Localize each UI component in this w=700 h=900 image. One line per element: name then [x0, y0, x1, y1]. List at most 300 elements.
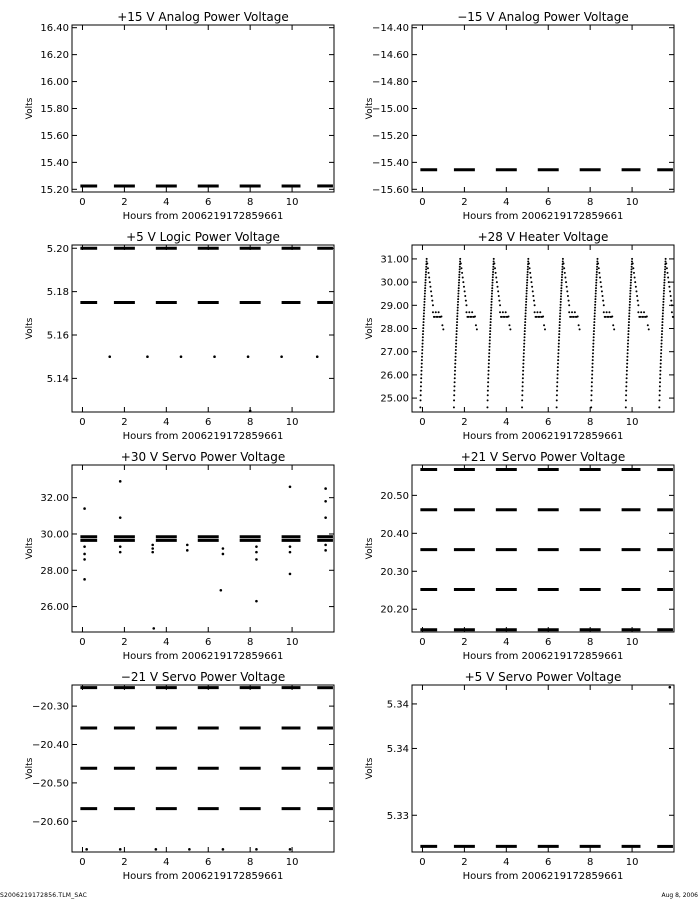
data-point [596, 271, 598, 273]
data-point [493, 258, 495, 260]
data-point [525, 312, 527, 314]
data-point [505, 311, 507, 313]
x-tick-label: 10 [285, 857, 299, 868]
data-point [631, 261, 633, 263]
data-point [486, 406, 488, 408]
x-tick-label: 2 [461, 417, 468, 428]
data-point [666, 267, 668, 269]
data-point [659, 370, 661, 372]
y-tick-label: 29.00 [380, 300, 409, 312]
data-point [556, 390, 558, 392]
data-point [420, 370, 422, 372]
data-point [524, 333, 526, 335]
x-tick-label: 8 [246, 417, 254, 428]
data-point [660, 356, 662, 358]
data-point [423, 318, 425, 320]
data-point [570, 316, 572, 318]
data-point [595, 293, 597, 295]
data-point [457, 309, 459, 311]
data-point [667, 272, 669, 274]
data-point [662, 315, 664, 317]
data-point [523, 359, 525, 361]
data-point [530, 276, 532, 278]
y-axis-label: Volts [25, 317, 35, 340]
data-point [593, 318, 595, 320]
x-tick-label: 4 [163, 417, 170, 428]
data-point [455, 339, 457, 341]
data-point [630, 271, 632, 273]
y-tick-label: 15.20 [40, 184, 69, 196]
x-tick-label: 2 [461, 857, 468, 868]
y-tick-label: 16.40 [40, 23, 69, 35]
data-point [494, 267, 496, 269]
data-point [663, 298, 665, 300]
data-point [627, 333, 629, 335]
data-point [625, 406, 627, 408]
data-point [592, 352, 594, 354]
x-axis-label: Hours from 2006219172859661 [462, 211, 624, 222]
x-tick-label: 6 [205, 197, 212, 208]
data-point [642, 316, 644, 318]
data-point [523, 352, 525, 354]
y-tick-label: 20.50 [380, 490, 409, 502]
y-tick-label: 15.80 [40, 104, 69, 115]
data-point [460, 263, 462, 265]
data-point [592, 343, 594, 345]
data-point [455, 346, 457, 348]
data-point [668, 286, 670, 288]
y-tick-label: −20.30 [31, 701, 69, 713]
data-point [556, 385, 558, 387]
data-point [83, 545, 86, 548]
y-tick-label: −15.00 [371, 104, 409, 115]
data-point [591, 366, 593, 368]
data-point [560, 295, 562, 297]
data-point [527, 261, 529, 263]
data-point [577, 315, 579, 317]
data-point [602, 295, 604, 297]
data-point [523, 349, 525, 351]
chart-title: +5 V Servo Power Voltage [464, 670, 622, 684]
data-point [489, 343, 491, 345]
data-point [491, 295, 493, 297]
data-point [490, 304, 492, 306]
data-point [424, 287, 426, 289]
data-point [475, 324, 477, 326]
data-point [151, 551, 154, 554]
data-point [501, 316, 503, 318]
data-point [591, 377, 593, 379]
data-point [600, 286, 602, 288]
data-point [591, 385, 593, 387]
data-point [431, 295, 433, 297]
data-point [324, 487, 327, 490]
data-point [556, 406, 558, 408]
data-point [662, 318, 664, 320]
x-tick-label: 0 [419, 197, 426, 208]
data-point [625, 394, 627, 396]
chart-panel [365, 10, 674, 222]
x-tick-label: 6 [205, 417, 212, 428]
data-point [498, 295, 500, 297]
data-point [468, 311, 470, 313]
data-point [525, 304, 527, 306]
x-tick-label: 8 [246, 637, 254, 648]
data-point [628, 318, 630, 320]
x-tick-label: 2 [121, 417, 128, 428]
data-point [454, 373, 456, 375]
data-point [455, 349, 457, 351]
data-point [527, 266, 529, 268]
data-point [426, 263, 428, 265]
data-point [456, 330, 458, 332]
data-point [458, 282, 460, 284]
x-tick-label: 8 [586, 857, 594, 868]
x-tick-label: 4 [163, 197, 170, 208]
chart-panel [25, 450, 334, 662]
data-point [521, 390, 523, 392]
y-tick-label: 20.40 [380, 528, 409, 540]
y-tick-label: 5.14 [46, 373, 69, 385]
plot-area [80, 688, 333, 851]
x-tick-label: 0 [79, 197, 86, 208]
data-point [643, 311, 645, 313]
data-point [592, 363, 594, 365]
data-point [457, 293, 459, 295]
data-point [606, 311, 608, 313]
data-point [564, 276, 566, 278]
data-point [559, 324, 561, 326]
data-point [491, 293, 493, 295]
data-point [492, 271, 494, 273]
data-point [670, 295, 672, 297]
data-point [629, 304, 631, 306]
y-tick-label: 26.00 [380, 370, 409, 382]
data-point [493, 263, 495, 265]
data-point [222, 547, 225, 550]
data-point [556, 377, 558, 379]
data-point [454, 381, 456, 383]
data-point [559, 315, 561, 317]
y-tick-label: 5.18 [46, 287, 69, 299]
data-point [669, 686, 672, 689]
data-point [602, 300, 604, 302]
data-point [661, 343, 663, 345]
data-point [678, 316, 680, 318]
data-point [663, 295, 665, 297]
data-point [627, 352, 629, 354]
data-point [119, 848, 122, 851]
data-point [559, 312, 561, 314]
data-point [255, 600, 258, 603]
x-axis-label: Hours from 2006219172859661 [122, 651, 284, 662]
data-point [630, 276, 632, 278]
data-point [562, 266, 564, 268]
data-point [664, 279, 666, 281]
data-point [491, 290, 493, 292]
data-point [456, 321, 458, 323]
x-tick-label: 6 [545, 857, 552, 868]
data-point [598, 267, 600, 269]
data-point [595, 287, 597, 289]
data-point [455, 352, 457, 354]
data-point [465, 311, 467, 313]
data-point [595, 284, 597, 286]
data-point [635, 290, 637, 292]
data-point [255, 551, 258, 554]
data-point [422, 324, 424, 326]
data-point [491, 298, 493, 300]
data-point [508, 324, 510, 326]
data-point [525, 301, 527, 303]
data-point [455, 336, 457, 338]
data-point [424, 295, 426, 297]
data-point [521, 394, 523, 396]
data-point [556, 394, 558, 396]
data-point [670, 300, 672, 302]
data-point [457, 295, 459, 297]
data-point [489, 346, 491, 348]
data-point [527, 268, 529, 270]
data-point [425, 274, 427, 276]
data-point [490, 309, 492, 311]
data-point [488, 359, 490, 361]
data-point [525, 307, 527, 309]
data-point [424, 282, 426, 284]
x-tick-label: 2 [121, 857, 128, 868]
x-tick-label: 10 [285, 197, 299, 208]
data-point [593, 333, 595, 335]
data-point [557, 359, 559, 361]
data-point [426, 261, 428, 263]
data-point [525, 295, 527, 297]
data-point [637, 304, 639, 306]
data-point [561, 268, 563, 270]
data-point [591, 390, 593, 392]
data-point [454, 370, 456, 372]
data-point [659, 377, 661, 379]
data-point [464, 295, 466, 297]
data-point [423, 307, 425, 309]
data-point [596, 276, 598, 278]
data-point [594, 315, 596, 317]
data-point [681, 328, 683, 330]
data-point [421, 359, 423, 361]
plot-area [80, 248, 333, 412]
data-point [465, 304, 467, 306]
chart-title: +30 V Servo Power Voltage [120, 450, 286, 464]
data-point [442, 328, 444, 330]
data-point [627, 346, 629, 348]
data-point [526, 284, 528, 286]
data-point [590, 394, 592, 396]
data-point [560, 301, 562, 303]
data-point [522, 366, 524, 368]
data-point [561, 282, 563, 284]
data-point [627, 339, 629, 341]
data-point [558, 339, 560, 341]
data-point [83, 578, 86, 581]
data-point [538, 316, 540, 318]
data-point [557, 356, 559, 358]
data-point [488, 356, 490, 358]
data-point [454, 363, 456, 365]
x-tick-label: 10 [285, 637, 299, 648]
data-point [594, 309, 596, 311]
x-tick-label: 2 [121, 197, 128, 208]
plot-frame [412, 685, 674, 852]
data-point [679, 315, 681, 317]
x-tick-label: 8 [586, 637, 594, 648]
data-point [424, 293, 426, 295]
y-tick-label: 32.00 [40, 493, 69, 505]
data-point [108, 355, 111, 358]
data-point [592, 349, 594, 351]
data-point [626, 356, 628, 358]
data-point [671, 304, 673, 306]
data-point [152, 627, 155, 630]
data-point [488, 370, 490, 372]
data-point [594, 301, 596, 303]
data-point [424, 284, 426, 286]
data-point [625, 399, 627, 401]
data-point [420, 381, 422, 383]
y-tick-label: 20.30 [380, 566, 409, 578]
y-tick-label: 30.00 [40, 529, 69, 541]
y-tick-label: 30.00 [380, 277, 409, 289]
chart-title: −15 V Analog Power Voltage [457, 10, 629, 24]
data-point [660, 363, 662, 365]
data-point [119, 516, 122, 519]
data-point [429, 281, 431, 283]
plot-area [80, 480, 333, 630]
data-point [453, 390, 455, 392]
data-point [432, 304, 434, 306]
data-point [522, 370, 524, 372]
data-point [662, 312, 664, 314]
data-point [562, 261, 564, 263]
x-tick-label: 0 [79, 417, 86, 428]
y-tick-label: 5.34 [386, 743, 409, 755]
data-point [454, 366, 456, 368]
data-point [255, 848, 258, 851]
data-point [488, 363, 490, 365]
data-point [420, 390, 422, 392]
data-point [188, 848, 191, 851]
data-point [612, 324, 614, 326]
data-point [593, 330, 595, 332]
x-tick-label: 0 [79, 857, 86, 868]
data-point [523, 343, 525, 345]
data-point [544, 328, 546, 330]
data-point [593, 336, 595, 338]
data-point [631, 266, 633, 268]
data-point [423, 312, 425, 314]
data-point [536, 316, 538, 318]
data-point [492, 279, 494, 281]
data-point [592, 359, 594, 361]
data-point [596, 258, 598, 260]
data-point [664, 261, 666, 263]
data-point [664, 268, 666, 270]
data-point [560, 287, 562, 289]
data-point [605, 316, 607, 318]
x-tick-label: 4 [163, 857, 170, 868]
data-point [423, 301, 425, 303]
x-axis-label: Hours from 2006219172859661 [122, 871, 284, 882]
data-point [659, 373, 661, 375]
data-point [559, 309, 561, 311]
data-point [521, 399, 523, 401]
data-point [662, 309, 664, 311]
date-label: Aug 8, 2006 [661, 892, 698, 899]
data-point [432, 311, 434, 313]
x-tick-label: 2 [461, 197, 468, 208]
data-point [490, 321, 492, 323]
data-point [660, 366, 662, 368]
data-point [435, 311, 437, 313]
data-point [590, 399, 592, 401]
data-point [560, 304, 562, 306]
data-point [558, 349, 560, 351]
data-point [629, 293, 631, 295]
x-tick-label: 8 [246, 857, 254, 868]
y-tick-label: 16.00 [40, 77, 69, 89]
data-point [579, 328, 581, 330]
data-point [660, 352, 662, 354]
data-point [425, 268, 427, 270]
data-point [247, 355, 250, 358]
data-point [526, 293, 528, 295]
x-tick-label: 0 [419, 637, 426, 648]
x-tick-label: 6 [545, 637, 552, 648]
data-point [526, 282, 528, 284]
data-point [524, 327, 526, 329]
data-point [629, 307, 631, 309]
y-tick-label: −14.80 [371, 77, 409, 89]
data-point [628, 324, 630, 326]
data-point [626, 359, 628, 361]
y-axis-label: Volts [365, 317, 375, 340]
y-tick-label: 26.00 [40, 602, 69, 614]
y-tick-label: −14.60 [371, 50, 409, 62]
data-point [83, 507, 86, 510]
y-tick-label: 5.16 [46, 330, 69, 342]
data-point [603, 304, 605, 306]
plot-frame [412, 245, 674, 412]
data-point [626, 370, 628, 372]
data-point [457, 301, 459, 303]
data-point [421, 363, 423, 365]
data-point [465, 300, 467, 302]
y-tick-label: 28.00 [380, 324, 409, 335]
data-point [593, 324, 595, 326]
data-point [561, 274, 563, 276]
data-point [561, 284, 563, 286]
data-point [534, 311, 536, 313]
data-point [523, 346, 525, 348]
data-point [454, 359, 456, 361]
data-point [598, 272, 600, 274]
data-point [558, 333, 560, 335]
data-point [420, 399, 422, 401]
data-point [558, 327, 560, 329]
data-point [608, 311, 610, 313]
data-point [524, 318, 526, 320]
data-point [659, 385, 661, 387]
data-point [489, 330, 491, 332]
data-point [521, 406, 523, 408]
